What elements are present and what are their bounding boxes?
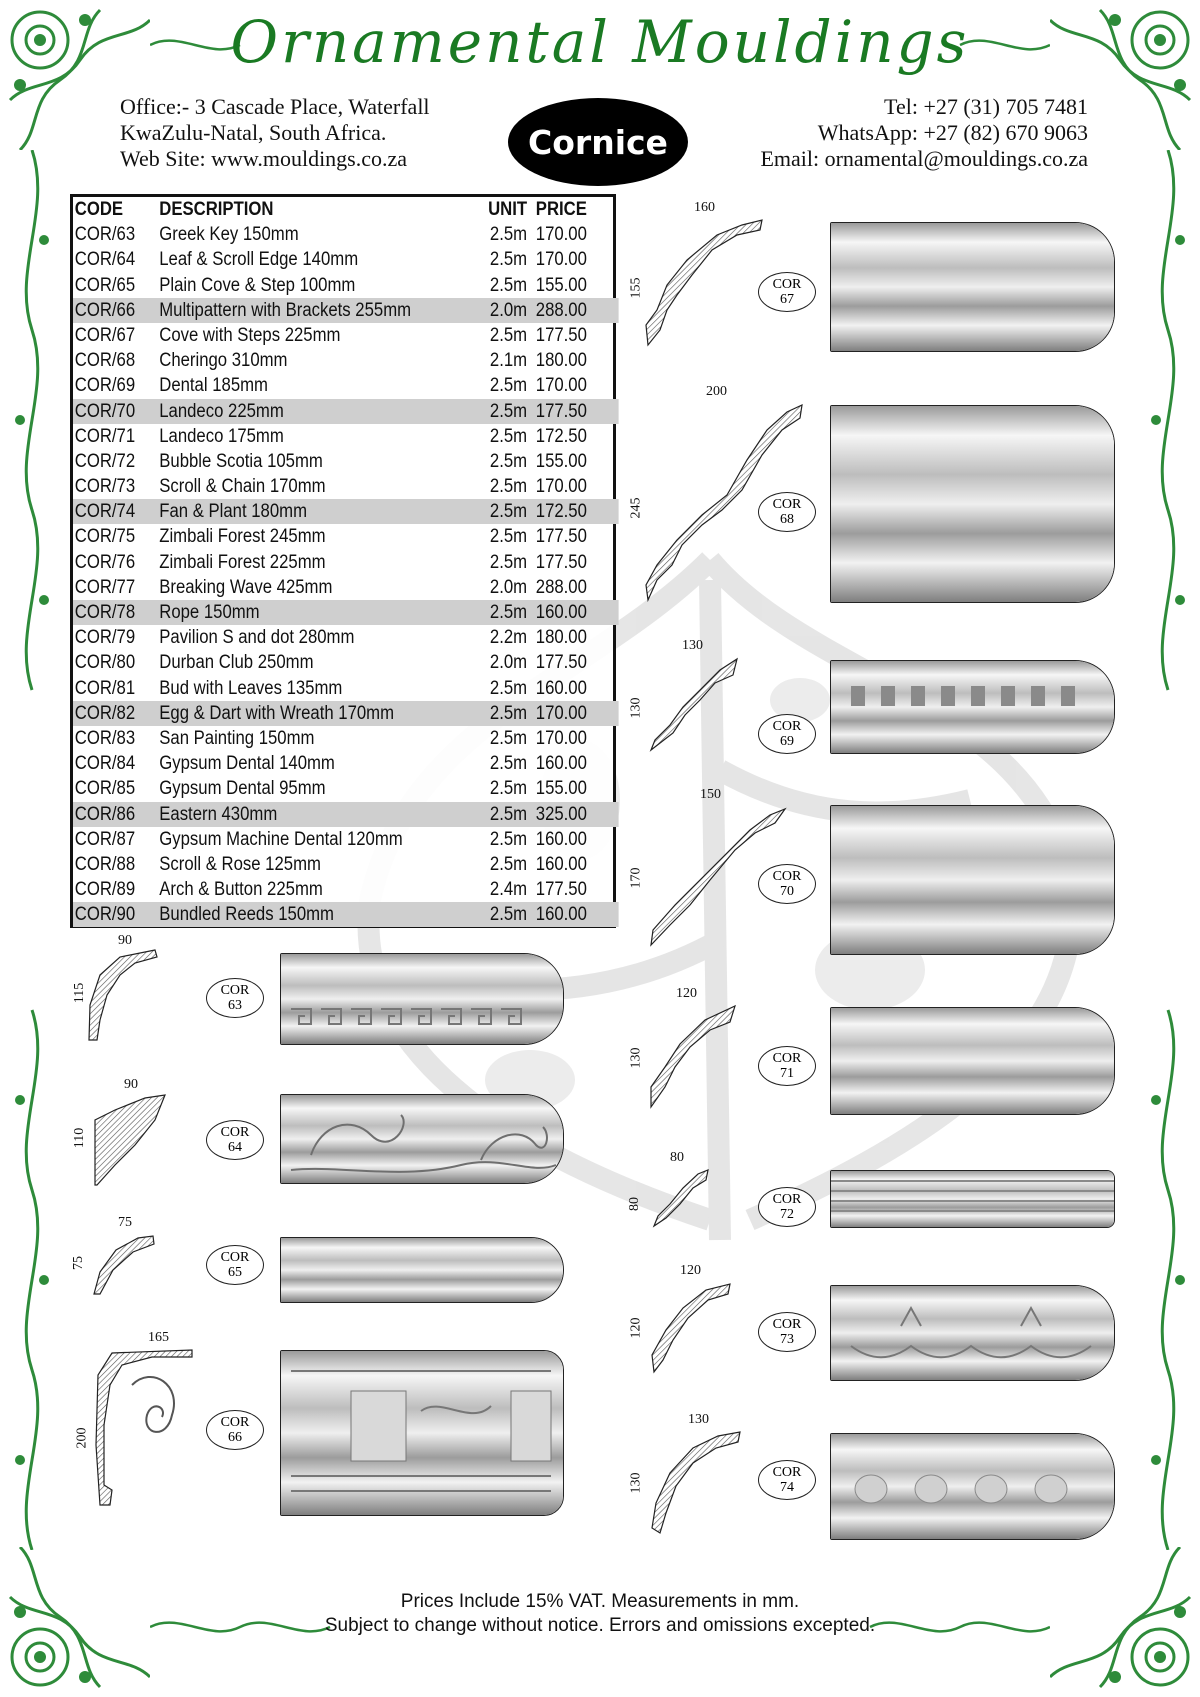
cell-code: COR/89 [74, 879, 136, 901]
cell-description: Zimbali Forest 225mm [159, 551, 326, 573]
table-row [73, 348, 619, 373]
height-dimension: 130 [628, 1047, 644, 1069]
table-row [73, 877, 619, 902]
width-dimension: 130 [682, 638, 703, 653]
cell-code: COR/76 [74, 551, 136, 573]
table-row [73, 625, 619, 650]
cell-price: 155.00 [535, 450, 587, 472]
cell-description: Greek Key 150mm [159, 224, 299, 246]
cell-price: 170.00 [535, 476, 587, 498]
footer-line: Subject to change without notice. Errors and omissions excepted. [324, 1615, 876, 1636]
cell-code: COR/77 [74, 576, 136, 598]
moulding-photo[interactable] [830, 1170, 1115, 1228]
cell-unit: 2.5m [489, 702, 528, 724]
cell-price: 172.50 [535, 425, 587, 447]
width-dimension: 90 [124, 1077, 138, 1092]
cell-code: COR/73 [74, 476, 136, 498]
cell-description: Scroll & Chain 170mm [159, 476, 326, 498]
cell-price: 160.00 [535, 828, 587, 850]
cell-description: Gypsum Machine Dental 120mm [159, 828, 403, 850]
product-code-label: COR 67 [758, 272, 816, 312]
moulding-photo[interactable] [830, 1285, 1115, 1381]
moulding-photo[interactable] [830, 222, 1115, 352]
moulding-photo[interactable] [830, 405, 1115, 603]
cell-unit: 2.5m [489, 551, 528, 573]
cell-code: COR/70 [74, 400, 136, 422]
cell-code: COR/69 [74, 375, 136, 397]
profile-drawing [648, 1280, 738, 1375]
table-row [73, 273, 619, 298]
cell-code: COR/80 [74, 652, 136, 674]
cell-code: COR/86 [74, 803, 136, 825]
moulding-photo[interactable] [280, 1237, 564, 1303]
profile-drawing [88, 1232, 163, 1302]
cell-code: COR/63 [74, 224, 136, 246]
cell-unit: 2.5m [489, 526, 528, 548]
height-dimension: 155 [628, 277, 644, 299]
cell-code: COR/84 [74, 753, 136, 775]
height-dimension: 170 [628, 867, 644, 889]
table-row [73, 373, 619, 398]
cell-unit: 2.5m [489, 904, 528, 926]
moulding-photo[interactable] [280, 953, 564, 1045]
width-dimension: 80 [670, 1150, 684, 1165]
height-dimension: 200 [74, 1427, 90, 1449]
cell-description: Bud with Leaves 135mm [159, 677, 343, 699]
height-dimension: 110 [72, 1127, 88, 1149]
table-row [73, 499, 619, 524]
cell-description: Gypsum Dental 95mm [159, 778, 326, 800]
cell-price: 160.00 [535, 904, 587, 926]
table-row [73, 701, 619, 726]
height-dimension: 80 [627, 1197, 642, 1211]
cell-description: Durban Club 250mm [159, 652, 314, 674]
contact-block [760, 94, 1088, 172]
cell-code: COR/71 [74, 425, 136, 447]
cell-price: 177.50 [535, 400, 587, 422]
table-row [73, 323, 619, 348]
table-row [73, 776, 619, 801]
height-dimension: 120 [628, 1317, 644, 1339]
profile-drawing [642, 215, 772, 350]
vine-ornament-right [1138, 150, 1198, 1550]
cell-description: Landeco 175mm [159, 425, 284, 447]
table-row [73, 524, 619, 549]
cell-unit: 2.5m [489, 828, 528, 850]
cell-price: 325.00 [535, 803, 587, 825]
cell-price: 155.00 [535, 274, 587, 296]
cell-price: 177.50 [535, 879, 587, 901]
cell-code: COR/72 [74, 450, 136, 472]
cell-unit: 2.0m [489, 299, 528, 321]
height-dimension: 245 [628, 497, 644, 519]
cell-unit: 2.5m [489, 476, 528, 498]
cell-description: Egg & Dart with Wreath 170mm [159, 702, 395, 724]
cell-unit: 2.0m [489, 576, 528, 598]
moulding-photo[interactable] [830, 660, 1115, 754]
header-description: DESCRIPTION [159, 199, 274, 220]
cell-description: Bundled Reeds 150mm [159, 904, 334, 926]
width-dimension: 120 [676, 986, 697, 1001]
cell-code: COR/88 [74, 853, 136, 875]
cell-description: Scroll & Rose 125mm [159, 853, 321, 875]
header-price: PRICE [535, 199, 587, 220]
width-dimension: 90 [118, 933, 132, 948]
cell-unit: 2.5m [489, 274, 528, 296]
whatsapp-line[interactable]: WhatsApp: +27 (82) 670 9063 [817, 120, 1088, 145]
category-badge: Cornice [508, 98, 688, 186]
height-dimension: 115 [72, 982, 88, 1004]
profile-drawing [85, 945, 165, 1045]
cell-code: COR/83 [74, 727, 136, 749]
cell-unit: 2.5m [489, 501, 528, 523]
table-row [73, 247, 619, 272]
product-code-label: COR 73 [758, 1312, 816, 1352]
cell-description: Eastern 430mm [159, 803, 278, 825]
table-row [73, 852, 619, 877]
cell-price: 170.00 [535, 727, 587, 749]
profile-drawing [648, 1428, 748, 1538]
moulding-photo[interactable] [830, 805, 1115, 955]
moulding-photo[interactable] [280, 1094, 564, 1184]
product-code-label: COR 63 [206, 978, 264, 1018]
height-dimension: 130 [628, 1472, 644, 1494]
cell-description: Cove with Steps 225mm [159, 324, 341, 346]
moulding-photo[interactable] [830, 1007, 1115, 1115]
cell-unit: 2.5m [489, 324, 528, 346]
price-table [70, 194, 616, 928]
cell-unit: 2.4m [489, 879, 528, 901]
table-row [73, 802, 619, 827]
cell-unit: 2.5m [489, 425, 528, 447]
cell-description: Rope 150mm [159, 602, 260, 623]
cell-description: Gypsum Dental 140mm [159, 753, 335, 775]
cell-code: COR/78 [74, 602, 136, 623]
profile-drawing [85, 1090, 175, 1190]
address-block [120, 94, 430, 172]
cell-unit: 2.5m [489, 450, 528, 472]
address-line: KwaZulu-Natal, South Africa. [120, 120, 387, 145]
table-row [73, 676, 619, 701]
profile-drawing [92, 1345, 202, 1515]
width-dimension: 75 [118, 1215, 132, 1230]
cell-price: 177.50 [535, 551, 587, 573]
table-row [73, 474, 619, 499]
cell-unit: 2.5m [489, 753, 528, 775]
cell-description: Zimbali Forest 245mm [159, 526, 326, 548]
product-code-label: COR 68 [758, 492, 816, 532]
cell-description: Bubble Scotia 105mm [159, 450, 323, 472]
cell-price: 177.50 [535, 526, 587, 548]
header-code: CODE [74, 199, 124, 220]
cell-unit: 2.5m [489, 400, 528, 422]
address-line: Office:- 3 Cascade Place, Waterfall [120, 94, 430, 119]
cell-price: 288.00 [535, 576, 587, 598]
table-row [73, 751, 619, 776]
cell-code: COR/74 [74, 501, 136, 523]
width-dimension: 130 [688, 1412, 709, 1427]
cell-unit: 2.5m [489, 224, 528, 246]
width-dimension: 160 [694, 200, 715, 215]
product-code-label: COR 69 [758, 714, 816, 754]
cell-price: 180.00 [535, 350, 587, 372]
cell-description: Plain Cove & Step 100mm [159, 274, 356, 296]
cell-description: Dental 185mm [159, 375, 268, 397]
cell-unit: 2.5m [489, 677, 528, 699]
cell-price: 170.00 [535, 249, 587, 271]
cell-unit: 2.0m [489, 652, 528, 674]
table-row [73, 575, 619, 600]
cell-unit: 2.5m [489, 803, 528, 825]
cell-unit: 2.5m [489, 853, 528, 875]
footer-notes [0, 1590, 1200, 1638]
table-header [73, 197, 619, 222]
width-dimension: 120 [680, 1263, 701, 1278]
table-row [73, 600, 619, 625]
cell-description: Breaking Wave 425mm [159, 576, 333, 598]
moulding-photo[interactable] [280, 1350, 564, 1516]
product-code-label: COR 72 [758, 1187, 816, 1227]
cell-description: Multipattern with Brackets 255mm [159, 299, 412, 321]
footer-line: Prices Include 15% VAT. Measurements in mm. [400, 1591, 800, 1612]
moulding-photo[interactable] [830, 1433, 1115, 1540]
table-row [73, 827, 619, 852]
cell-price: 177.50 [535, 652, 587, 674]
cell-code: COR/85 [74, 778, 136, 800]
cell-description: Pavilion S and dot 280mm [159, 627, 355, 649]
table-row [73, 449, 619, 474]
product-code-label: COR 74 [758, 1460, 816, 1500]
cell-code: COR/90 [74, 904, 136, 926]
cell-description: Arch & Button 225mm [159, 879, 323, 901]
table-row [73, 550, 619, 575]
table-row [73, 902, 619, 927]
cell-code: COR/87 [74, 828, 136, 850]
cell-unit: 2.5m [489, 249, 528, 271]
product-code-label: COR 70 [758, 864, 816, 904]
product-code-label: COR 64 [206, 1120, 264, 1160]
height-dimension: 130 [628, 697, 644, 719]
cell-unit: 2.5m [489, 375, 528, 397]
table-row [73, 726, 619, 751]
cell-price: 170.00 [535, 375, 587, 397]
cell-code: COR/82 [74, 702, 136, 724]
height-dimension: 75 [71, 1256, 86, 1270]
cell-price: 160.00 [535, 677, 587, 699]
cell-description: San Painting 150mm [159, 727, 315, 749]
cell-code: COR/64 [74, 249, 136, 271]
product-code-label: COR 66 [206, 1410, 264, 1450]
table-row [73, 222, 619, 247]
cell-code: COR/67 [74, 324, 136, 346]
cell-description: Landeco 225mm [159, 400, 284, 422]
width-dimension: 165 [148, 1330, 169, 1345]
company-title: Ornamental Mouldings [230, 8, 970, 76]
cell-code: COR/79 [74, 627, 136, 649]
cell-price: 172.50 [535, 501, 587, 523]
cell-description: Leaf & Scroll Edge 140mm [159, 249, 359, 271]
product-code-label: COR 65 [206, 1245, 264, 1285]
cell-price: 160.00 [535, 853, 587, 875]
website-line[interactable]: Web Site: www.mouldings.co.za [120, 146, 408, 171]
cell-code: COR/65 [74, 274, 136, 296]
width-dimension: 200 [706, 384, 727, 399]
profile-drawing [648, 1166, 718, 1231]
phone-line[interactable]: Tel: +27 (31) 705 7481 [884, 94, 1088, 119]
cell-code: COR/68 [74, 350, 136, 372]
cell-unit: 2.1m [489, 350, 528, 372]
cell-price: 155.00 [535, 778, 587, 800]
table-row [73, 650, 619, 675]
table-row [73, 399, 619, 424]
cell-unit: 2.5m [489, 602, 528, 623]
cell-description: Cheringo 310mm [159, 350, 288, 372]
table-row [73, 298, 619, 323]
email-line[interactable]: Email: ornamental@mouldings.co.za [760, 146, 1088, 171]
cell-unit: 2.2m [489, 627, 528, 649]
cell-price: 170.00 [535, 224, 587, 246]
table-row [73, 424, 619, 449]
cell-price: 288.00 [535, 299, 587, 321]
profile-drawing [645, 655, 745, 755]
product-code-label: COR 71 [758, 1046, 816, 1086]
cell-unit: 2.5m [489, 778, 528, 800]
cell-code: COR/81 [74, 677, 136, 699]
profile-drawing [645, 1002, 745, 1112]
cell-price: 160.00 [535, 753, 587, 775]
cell-price: 180.00 [535, 627, 587, 649]
cell-price: 177.50 [535, 324, 587, 346]
cell-description: Fan & Plant 180mm [159, 501, 308, 523]
cell-price: 170.00 [535, 702, 587, 724]
header-unit: UNIT [488, 199, 528, 220]
vine-ornament-left [2, 150, 62, 1550]
cell-code: COR/66 [74, 299, 136, 321]
cell-code: COR/75 [74, 526, 136, 548]
cell-price: 160.00 [535, 602, 587, 623]
width-dimension: 150 [700, 787, 721, 802]
cell-unit: 2.5m [489, 727, 528, 749]
